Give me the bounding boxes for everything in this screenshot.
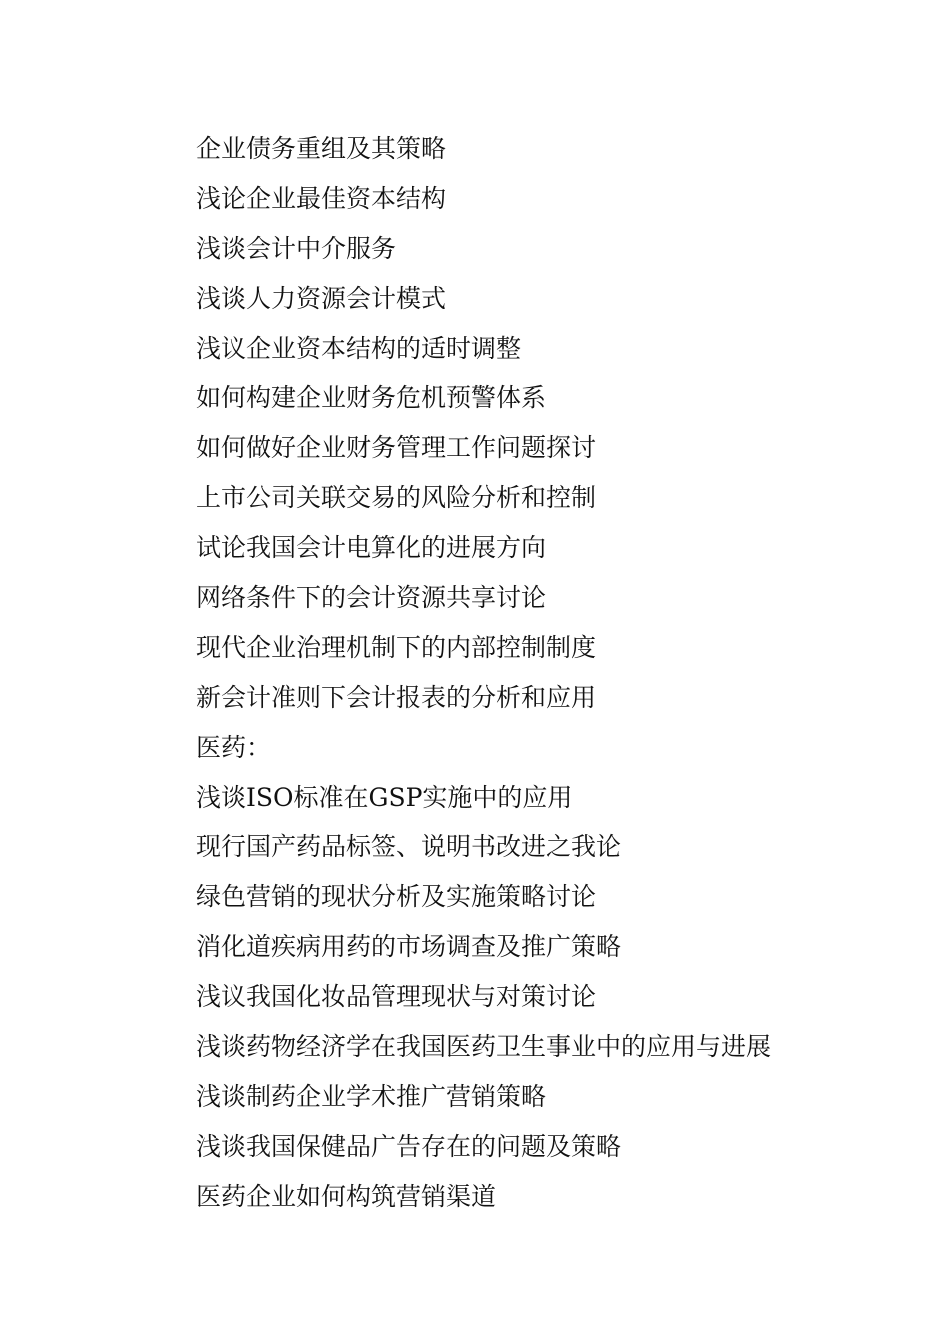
list-item: 企业债务重组及其策略 (196, 134, 447, 163)
list-item: 上市公司关联交易的风险分析和控制 (196, 483, 597, 513)
list-item: 试论我国会计电算化的进展方向 (196, 533, 547, 563)
section-heading: 医药： (196, 732, 272, 762)
list-item: 现代企业治理机制下的内部控制制度 (196, 632, 597, 662)
list-item: 浅论企业最佳资本结构 (196, 183, 447, 213)
list-item: 如何构建企业财务危机预警体系 (196, 383, 547, 413)
list-item: 消化道疾病用药的市场调查及推广策略 (196, 932, 622, 962)
list-item: 浅谈人力资源会计模式 (196, 283, 447, 313)
list-item: 浅谈药物经济学在我国医药卫生事业中的应用与进展 (196, 1032, 772, 1062)
list-item: 如何做好企业财务管理工作问题探讨 (196, 433, 597, 463)
list-item: 浅谈制药企业学术推广营销策略 (196, 1081, 547, 1111)
list-item: 浅议企业资本结构的适时调整 (196, 333, 522, 363)
list-item: 医药企业如何构筑营销渠道 (196, 1181, 497, 1211)
list-item: 浅议我国化妆品管理现状与对策讨论 (196, 982, 597, 1012)
list-item: 新会计准则下会计报表的分析和应用 (196, 682, 597, 712)
title-list (196, 126, 896, 1224)
list-item: 浅谈我国保健品广告存在的问题及策略 (196, 1131, 622, 1161)
list-item: 现行国产药品标签、说明书改进之我论 (196, 832, 622, 862)
list-item: 绿色营销的现状分析及实施策略讨论 (196, 882, 597, 912)
list-item: 网络条件下的会计资源共享讨论 (196, 583, 547, 613)
list-item: 浅谈会计中介服务 (196, 233, 397, 263)
list-item: 浅谈ISO标准在GSP实施中的应用 (196, 782, 573, 812)
